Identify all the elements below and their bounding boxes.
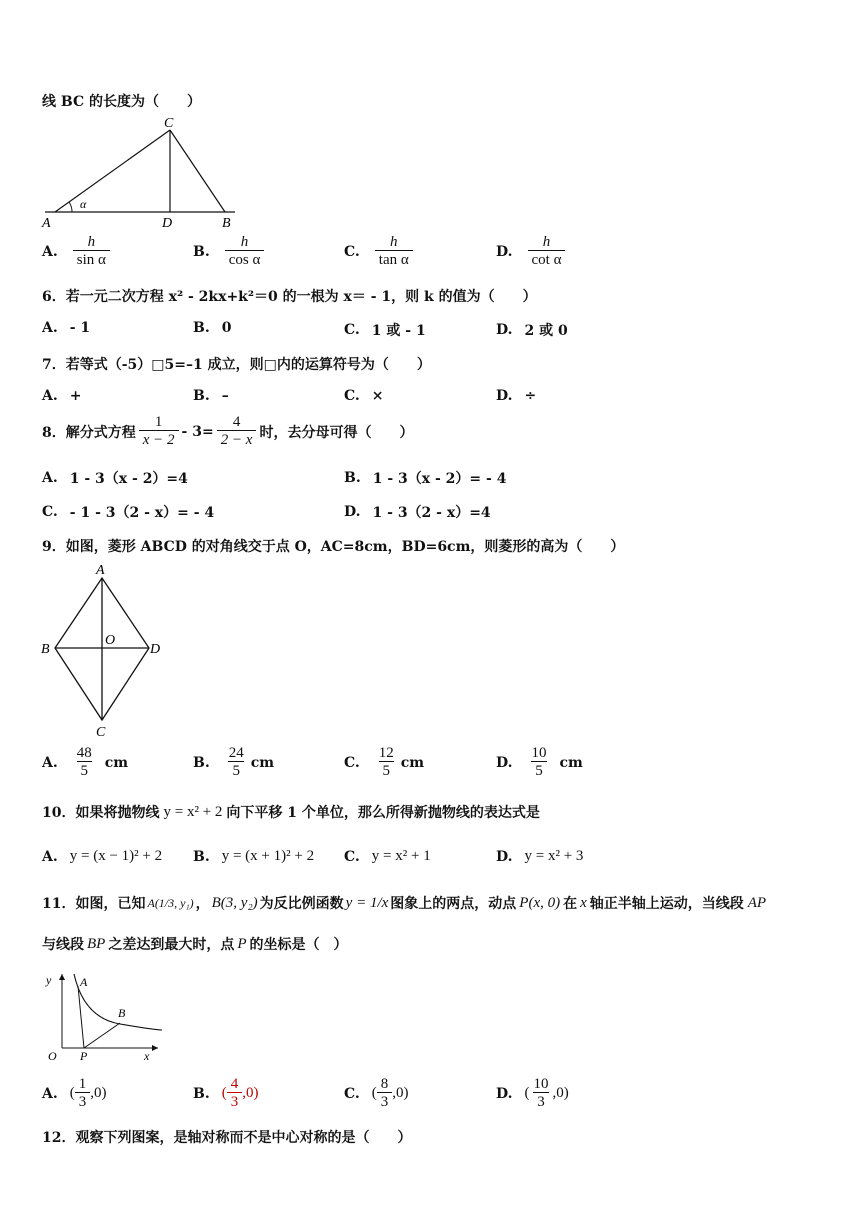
q11-label-P: P [80, 1049, 88, 1063]
q9-option-b[interactable]: B. $\frac{24}{5}$ cm [193, 745, 275, 779]
q5-option-b[interactable]: B. $\frac{h}{\text{cos α}}$ [193, 234, 267, 269]
q10-option-c[interactable]: C. y = x² + 1 [344, 848, 431, 865]
q11-label-x: x [144, 1049, 150, 1063]
q11-stem-line1: 11．如图，已知 A(1/3, y₁) ， B(3, y₂) 为反比例函数 y = 1/x 图象上的两点，动点 P(x, 0) 在 x 轴正半轴上运动，当线段 AP [42, 894, 767, 912]
q12-stem: 12．观察下列图案，是轴对称而不是中心对称的是（ ） [42, 1130, 412, 1146]
q10-option-a[interactable]: A. y = (x − 1)² + 2 [42, 848, 163, 865]
q9-label-A: A [96, 563, 105, 578]
q9-stem: 9．如图，菱形 ABCD 的对角线交于点 O，AC=8cm，BD=6cm，则菱形的高为（ ） [42, 539, 625, 555]
q5-label-D: D [162, 216, 173, 231]
q10-stem: 10．如果将抛物线 y = x² + 2 向下平移 1 个单位，那么所得新抛物线的表达式是 [42, 803, 540, 821]
q6-option-a[interactable]: A. - 1 [42, 320, 91, 336]
q11-option-a[interactable]: A. ( $\frac{1}{3}$ ,0) [42, 1076, 107, 1110]
q11-label-B: B [118, 1006, 126, 1020]
q8-stem: 8．解分式方程 $\frac{1}{x - 2}$ - 3= $\frac{4}{2 - x}$ 时，去分母可得（ ） [42, 414, 414, 448]
q9-option-d[interactable]: D. $\frac{10}{5}$ cm [496, 745, 583, 779]
q9-label-O: O [105, 633, 116, 648]
q7-option-c[interactable]: C. × [344, 388, 384, 404]
q5-triangle-figure [40, 112, 240, 232]
q5-option-a[interactable]: A. $\frac{h}{\text{sin α}}$ [42, 234, 113, 269]
q8-option-d[interactable]: D. 1 - 3（2 - x）=4 [344, 504, 491, 521]
q5-option-c[interactable]: C. $\frac{h}{\text{tan α}}$ [344, 234, 416, 269]
q6-option-b[interactable]: B. 0 [193, 320, 232, 336]
q7-stem: 7．若等式（-5）□5=–1 成立，则□内的运算符号为（ ） [42, 357, 431, 373]
q9-option-a[interactable]: A. $\frac{48}{5}$ cm [42, 745, 129, 779]
q10-option-d[interactable]: D. y = x² + 3 [496, 848, 584, 865]
q7-option-a[interactable]: A. + [42, 388, 82, 404]
q11-stem-line2: 与线段 BP 之差达到最大时，点 P 的坐标是（ ） [42, 935, 348, 953]
q7-option-d[interactable]: D. ÷ [496, 388, 537, 404]
q8-option-b[interactable]: B. 1 - 3（x - 2）= - 4 [344, 470, 507, 487]
q10-option-b[interactable]: B. y = (x + 1)² + 2 [193, 848, 315, 865]
q9-rhombus-figure [38, 560, 168, 742]
q8-option-a[interactable]: A. 1 - 3（x - 2）=4 [42, 470, 188, 487]
q9-option-c[interactable]: C. $\frac{12}{5}$ cm [344, 745, 425, 779]
q11-label-O: O [48, 1049, 57, 1063]
q9-label-C: C [96, 725, 106, 740]
q5-stem-tail: 线 BC 的长度为（ ） [42, 94, 201, 110]
q11-option-c[interactable]: C. ( $\frac{8}{3}$ ,0) [344, 1076, 409, 1110]
q6-stem: 6．若一元二次方程 x² - 2kx+k²＝0 的一根为 x＝ - 1，则 k 的值为（ ） [42, 289, 537, 305]
q5-label-C: C [164, 116, 174, 131]
q7-option-b[interactable]: B. – [193, 388, 229, 404]
q6-option-d[interactable]: D. 2 或 0 [496, 322, 568, 339]
q5-label-B: B [222, 216, 231, 231]
q9-label-B: B [41, 642, 50, 657]
q8-option-c[interactable]: C. - 1 - 3（2 - x）= - 4 [42, 504, 215, 521]
q5-label-A: A [42, 216, 51, 231]
q11-label-A: A [80, 975, 88, 989]
q11-option-d[interactable]: D. ( $\frac{10}{3}$ ,0) [496, 1076, 569, 1110]
q5-label-alpha: α [80, 197, 87, 211]
q11-label-y: y [46, 973, 52, 987]
q5-option-d[interactable]: D. $\frac{h}{\text{cot α}}$ [496, 234, 568, 269]
q6-option-c[interactable]: C. 1 或 - 1 [344, 322, 426, 339]
q9-label-D: D [150, 642, 161, 657]
q11-graph-figure [40, 968, 170, 1064]
q11-option-b[interactable]: B. ( $\frac{4}{3}$ ,0) [193, 1076, 259, 1110]
